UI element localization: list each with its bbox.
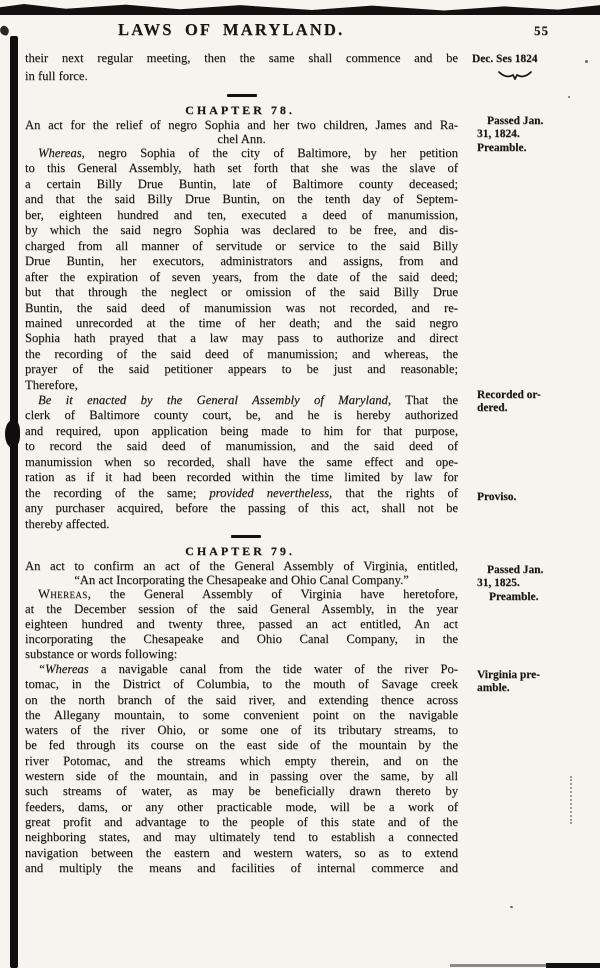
margin-note-session: Dec. Ses 1824 [472,53,538,65]
text-line: 31, 1824. [477,128,520,141]
text-line: by which the said negro Sophia was declared to be free, and dis- [25,223,458,238]
text-line: chel Ann. [217,132,266,147]
text-line: Preamble. [477,141,527,154]
text-line: but that through the neglect or omission of the said Billy Drue [25,285,458,300]
continuation-paragraph [25,50,458,85]
chapter-79-act-title [25,559,458,587]
text-line: Drue Buntin, her executors, administrators and assigns, from and [25,254,458,269]
text-line: incorporating the Chesapeake and Ohio Canal Company, in the [25,632,458,647]
text-line: at the December session of the said General Assembly, in the year [25,602,458,617]
scan-artifact-bottom-edge [546,963,600,968]
text-line: and that the said Billy Drue Buntin, on the tenth day of Septem- [25,192,458,207]
text-line: An act for the relief of negro Sophia and her two children, James and Ra- [25,118,458,132]
text-line: western side of the mountain, and in passing over the same, by all [25,769,458,784]
text-line: charged from all manner of servitude or service to the said Billy [25,238,458,253]
text-line: neighboring states, and may ultimately tend to establish a connected [25,830,458,845]
text-line: a certain Billy Drue Buntin, late of Baltimore county deceased; [25,176,458,191]
ink-blot [5,420,20,448]
scan-speck [0,25,10,37]
text-line: Passed Jan. [487,115,544,127]
text-line: and multiply the means and facilities of internal commerce and [25,860,458,875]
margin-note-ch78-passed [477,115,597,155]
text-line: in full force. [25,68,88,83]
chapter-78-heading: CHAPTER 78. [185,103,295,117]
text-line: ber, eighteen hundred and ten, executed a deed of manumission, [25,207,458,222]
text-line: Virginia pre- [477,669,540,681]
text-line: Recorded or- [477,389,541,401]
margin-note-ch79-passed [477,564,597,604]
section-divider [231,535,261,538]
text-line: the recording of the same; provided nevertheless, that the rights of [25,485,458,500]
text-line: river Potomac, and the streams which empty therein, and on the [25,753,458,768]
text-line: on the north branch of the said river, and extending thence across [25,692,458,707]
text-line: amble. [477,682,510,695]
page-header-title: LAWS OF MARYLAND. [118,20,345,39]
text-line: Whereas, negro Sophia of the city of Baltimore, by her petition [38,146,458,160]
text-line: to record the said deed of manumission, and the said deed of [25,439,458,454]
margin-note-proviso: Proviso. [477,491,517,503]
text-line: Be it enacted by the General Assembly of Maryland, That the [38,393,458,407]
text-line: waters of the river Ohio, or some one of its tributary streams, to [25,723,458,738]
text-line: ration as if it had been recorded within the time limited by law for [25,470,458,485]
text-line: substance or words following: [25,647,178,662]
scan-artifact-dotted-line [570,776,572,824]
text-line: “An act Incorporating the Chesapeake and Ohio Canal Company.” [74,573,409,588]
text-line: An act to confirm an act of the General Assembly of Virginia, entitled, [25,559,458,573]
margin-note-virginia-preamble [477,669,597,696]
chapter-78-preamble [25,146,458,393]
chapter-79-heading: CHAPTER 79. [185,544,295,558]
text-line: and required, upon application being made to him for that purpose, [25,423,458,438]
underbrace-icon [498,67,532,85]
text-line: navigation between the eastern and western waters, so as to extend [25,845,458,860]
chapter-78-enacting-clause [25,393,458,532]
chapter-79-recital [25,587,458,662]
text-line: any purchaser acquired, before the passing of this act, shall not be [25,501,458,516]
chapter-78-act-title [25,118,458,146]
text-line: after the expiration of seven years, from the date of the said deed; [25,269,458,284]
section-divider [227,94,257,97]
text-line: Passed Jan. [487,564,544,576]
page-number: 55 [534,23,549,38]
text-line: Sophia hath prayed that a law may pass to authorize and direct [25,331,458,346]
text-line: feeders, dams, or any other practicable mode, will be a work of [25,799,458,814]
text-line: clerk of Baltimore county court, be, and he is hereby authorized [25,408,458,423]
text-line: the Allegany mountain, to some convenient point on the navigable [25,707,458,722]
binding-shadow-bar [10,36,18,968]
text-line: eighteen hundred and twenty three, passed an act entitled, An act [25,617,458,632]
text-line: the recording of the said deed of manumission; and whereas, the [25,346,458,361]
scan-speck [510,906,513,908]
text-line: be fed through its course on the east side of the mountain by the [25,738,458,753]
text-line: such streams of water, as may be beneficially drawn thereto by [25,784,458,799]
margin-note-recording-ordered [477,389,597,416]
text-line: great profit and advantage to the people of this state and of the [25,814,458,829]
scan-artifact-top-edge [0,3,600,15]
text-line: prayer of the said petitioner appears to be just and reasonable; [25,362,458,377]
text-line: dered. [477,402,508,415]
scan-artifact-bottom-shadow [450,964,546,967]
scan-speck [568,96,570,98]
text-line: thereby affected. [25,516,110,531]
text-line: 31, 1825. [477,577,520,590]
text-line: to this General Assembly, hath set forth that she was the slave of [25,161,458,176]
chapter-79-virginia-preamble [25,662,458,876]
text-line: Buntin, the said deed of manumission was not recorded, and re- [25,300,458,315]
text-line: manumission when so recorded, shall have the same effect and ope- [25,454,458,469]
text-line: Preamble. [489,590,539,603]
text-line: their next regular meeting, then the same shall commence and be [25,51,458,65]
text-line: “Whereas a navigable canal from the tide water of the river Po- [38,662,458,676]
text-line: Whereas, the General Assembly of Virginia have heretofore, [38,587,458,601]
text-line: Therefore, [25,377,78,392]
text-line: mained unrecorded at the time of her death; and the said negro [25,315,458,330]
text-line: tomac, in the District of Columbia, to the mouth of Savage creek [25,677,458,692]
